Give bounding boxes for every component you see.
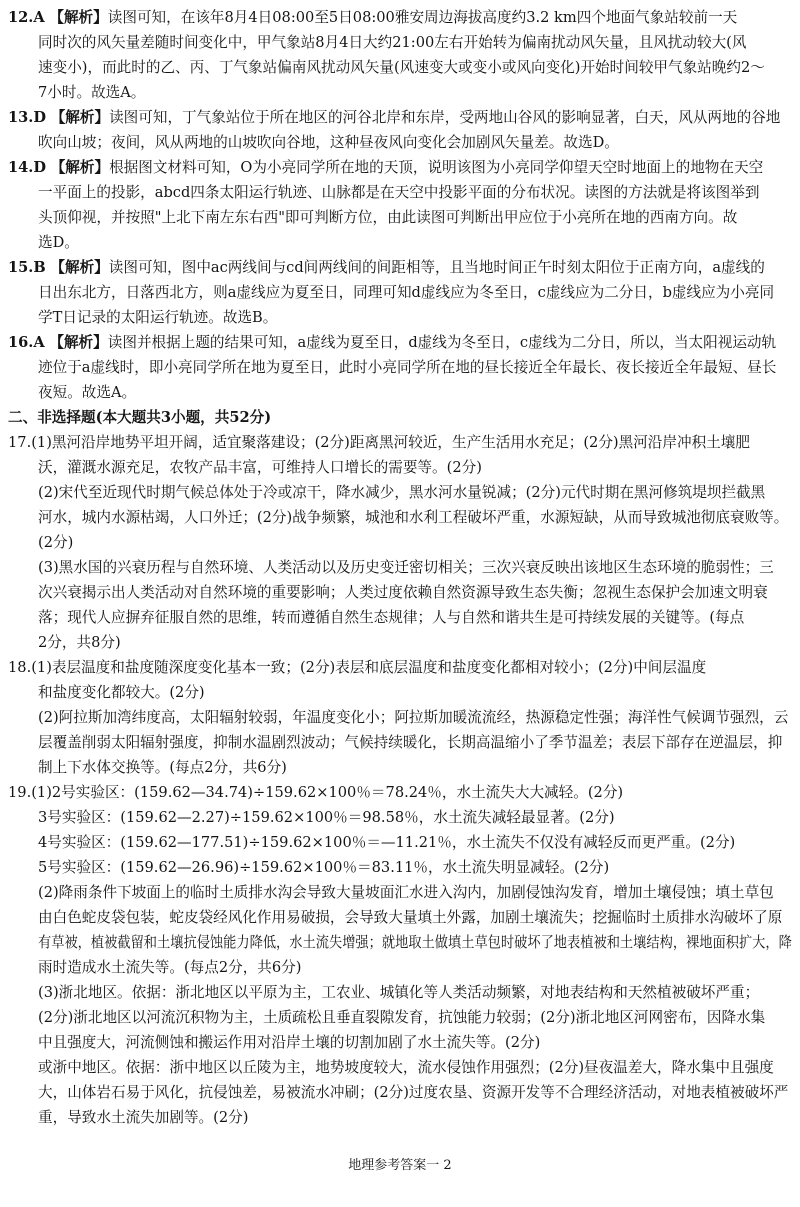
q17-line-4: 河水，城内水源枯竭，人口外迁；(2分)战争频繁，城池和水利工程破坏严重，水源短缺，从而导致城池彻底衰败等。 <box>38 509 789 526</box>
q12-line-1 <box>8 8 783 28</box>
q14-line-3: 头顶仰视，并按照"上北下南左东右西"即可判断方位，由此读图可判断出甲应位于小亮所在地的西南方向。故 <box>38 209 738 226</box>
q16-number: 16. <box>8 334 34 351</box>
q19-line-5: (2)降雨条件下坡面上的临时土质排水沟会导致大量坡面汇水进入沟内，加剧侵蚀沟发育，增加土壤侵蚀；填土草包 <box>38 884 774 901</box>
q17-line-3: (2)宋代至近现代时期气候总体处于冷或凉干，降水减少，黑水河水量锐减；(2分)元代时期在黑河修筑堤坝拦截黑 <box>38 484 766 501</box>
q14-line-2: 一平面上的投影，abcd四条太阳运行轨迹、山脉都是在天空中投影平面的分布状况。读图的方法就是将该图举到 <box>38 184 760 201</box>
q18-line-3: (2)阿拉斯加湾纬度高，太阳辐射较弱，年温度变化小；阿拉斯加暖流流经，热源稳定性强；海洋性气候调节强烈，云 <box>38 709 789 726</box>
q17-text-1: (1)黑河沿岸地势平坦开阔，适宜聚落建设；(2分)距离黑河较近，生产生活用水充足；(2分)黑河沿岸冲积土壤肥 <box>31 434 750 451</box>
q19-line-13: 大，山体岩石易于风化，抗侵蚀差，易被流水冲刷；(2分)过度农垦、资源开发等不合理经济活动，对地表植被破坏严 <box>38 1084 789 1101</box>
q14-line-4: 选D。 <box>38 234 79 251</box>
q16-line-2: 迹位于a虚线时，即小亮同学所在地为夏至日，此时小亮同学所在地的昼长接近全年最长、夜长接近全年最短、昼长 <box>38 359 777 376</box>
q12-number: 12. <box>8 9 34 26</box>
q19-line-2: 3号实验区：(159.62—2.27)÷159.62×100％＝98.58％，水土流失减轻最显著。(2分) <box>38 809 615 826</box>
q18-line-2: 和盐度变化都较大。(2分) <box>38 684 205 701</box>
q18-line-4: 层覆盖削弱太阳辐射强度，抑制水温剧烈波动；气候持续暖化，长期高温缩小了季节温差；表层下部存在逆温层，抑 <box>38 734 783 751</box>
q15-number: 15. <box>8 259 34 276</box>
q17-line-6: (3)黑水国的兴衰历程与自然环境、人类活动以及历史变迁密切相关；三次兴衰反映出该地区生态环境的脆弱性；三 <box>38 559 774 576</box>
q19-line-11: 中且强度大，河流侧蚀和搬运作用对沿岸土壤的切割加剧了水土流失等。(2分) <box>38 1034 541 1051</box>
q13-tag: 【解析】 <box>50 109 110 126</box>
q19-line-1 <box>8 783 623 803</box>
q16-line-1 <box>8 333 776 353</box>
q14-tag: 【解析】 <box>50 159 110 176</box>
q19-line-9: (3)浙北地区。依据：浙北地区以平原为主，工农业、城镇化等人类活动频繁，对地表结构和天然植被破坏严重； <box>38 984 760 1001</box>
q14-choice: D <box>33 159 47 176</box>
q19-line-4: 5号实验区：(159.62—26.96)÷159.62×100％＝83.11％，水土流失明显减轻。(2分) <box>38 859 610 876</box>
q12-tag: 【解析】 <box>49 9 108 26</box>
q19-line-12: 或浙中地区。依据：浙中地区以丘陵为主，地势坡度较大，流水侵蚀作用强烈；(2分)昼夜温差大，降水集中且强度 <box>38 1059 774 1076</box>
q17-line-7: 次兴衰揭示出人类活动对自然环境的重要影响；人类过度依赖自然资源导致生态失衡；忽视生态保护会加速文明衰 <box>38 584 768 601</box>
q16-choice: A <box>33 334 45 351</box>
q16-tag: 【解析】 <box>49 334 108 351</box>
q15-choice: B <box>33 259 46 276</box>
q17-line-5: (2分) <box>38 534 74 551</box>
q13-text-1: 读图可知，丁气象站位于所在地区的河谷北岸和东岸，受两地山谷风的影响显著，白天，风从两地的谷地 <box>109 109 781 126</box>
q18-number: 18. <box>8 659 32 676</box>
q19-line-10: (2分)浙北地区以河流沉积物为主，土质疏松且垂直裂隙发育，抗蚀能力较弱；(2分)浙北地区河网密布，因降水集 <box>38 1009 766 1026</box>
q19-text-1: (1)2号实验区：(159.62—34.74)÷159.62×100％＝78.24％，水土流失大大减轻。(2分) <box>31 784 624 801</box>
q19-line-3: 4号实验区：(159.62—177.51)÷159.62×100％＝—11.21％，水土流失不仅没有减轻反而更严重。(2分) <box>38 834 736 851</box>
q13-line-2: 吹向山坡；夜间，风从两地的山坡吹向谷地，这种昼夜风向变化会加剧风矢量差。故选D。 <box>38 134 619 151</box>
q15-line-3: 学T日记录的太阳运行轨迹。故选B。 <box>38 309 278 326</box>
q16-text-1: 读图并根据上题的结果可知，a虚线为夏至日，d虚线为冬至日，c虚线为二分日，所以，当太阳视运动轨 <box>107 334 777 351</box>
q19-number: 19. <box>8 784 32 801</box>
q19-line-7: 有草被，植被截留和土壤抗侵蚀能力降低，水土流失增强；就地取土做填土草包时破坏了地表植被和土壤结构，裸地面积扩大，降 <box>38 934 792 951</box>
section-heading: 二、非选择题(本大题共3小题，共52分) <box>8 409 272 426</box>
q12-text-1: 读图可知，在该年8月4日08:00至5日08:00雅安周边海拔高度约3.2 km四个地面气象站较前一天 <box>107 9 738 26</box>
q17-line-8: 落；现代人应摒弃征服自然的思维，转而遵循自然生态规律；人与自然和谐共生是可持续发展的关键等。(每点 <box>38 609 745 626</box>
q18-line-5: 制上下水体交换等。(每点2分，共6分) <box>38 759 287 776</box>
q12-line-3: 速变小)，而此时的乙、丙、丁气象站偏南风扰动风矢量(风速变大或变小或风向变化)开始时间较甲气象站晚约2～ <box>38 59 765 76</box>
q17-line-2: 沃，灌溉水源充足，农牧产品丰富，可维持人口增长的需要等。(2分) <box>38 459 482 476</box>
q18-text-1: (1)表层温度和盐度随深度变化基本一致；(2分)表层和底层温度和盐度变化都相对较小；(2分)中间层温度 <box>31 659 707 676</box>
q17-number: 17. <box>8 434 32 451</box>
q19-line-6: 由白色蛇皮袋包装，蛇皮袋经风化作用易破损，会导致大量填土外露，加剧土壤流失；挖掘临时土质排水沟破坏了原 <box>38 909 783 926</box>
q14-text-1: 根据图文材料可知，O为小亮同学所在地的天顶，说明该图为小亮同学仰望天空时地面上的地物在天空 <box>109 159 764 176</box>
q15-tag: 【解析】 <box>50 259 109 276</box>
q12-line-4: 7小时。故选A。 <box>38 84 146 101</box>
q16-line-3: 夜短。故选A。 <box>38 384 137 401</box>
q19-line-8: 雨时造成水土流失等。(每点2分，共6分) <box>38 959 302 976</box>
q14-number: 14. <box>8 159 34 176</box>
q17-line-9: 2分，共8分) <box>38 634 121 651</box>
q17-line-1 <box>8 433 750 453</box>
page-footer: 地理参考答案一 2 <box>348 1158 452 1173</box>
q14-line-1 <box>8 158 763 178</box>
q15-line-2: 日出东北方，日落西北方，则a虚线应为夏至日，同理可知d虚线应为冬至日，c虚线应为二分日，b虚线应为小亮同 <box>38 284 775 301</box>
q19-line-14: 重，导致水土流失加剧等。(2分) <box>38 1109 249 1126</box>
q13-number: 13. <box>8 109 34 126</box>
q15-line-1 <box>8 258 765 278</box>
q15-text-1: 读图可知，图中ac两线间与cd间两线间的间距相等，且当地时间正午时刻太阳位于正南方向，a虚线的 <box>108 259 765 276</box>
q13-line-1 <box>8 108 780 128</box>
q12-line-2: 同时次的风矢量差随时间变化中，甲气象站8月4日大约21:00左右开始转为偏南扰动风矢量，且风扰动较大(风 <box>38 34 747 51</box>
q12-choice: A <box>33 9 45 26</box>
q18-line-1 <box>8 658 706 678</box>
q13-choice: D <box>33 109 47 126</box>
